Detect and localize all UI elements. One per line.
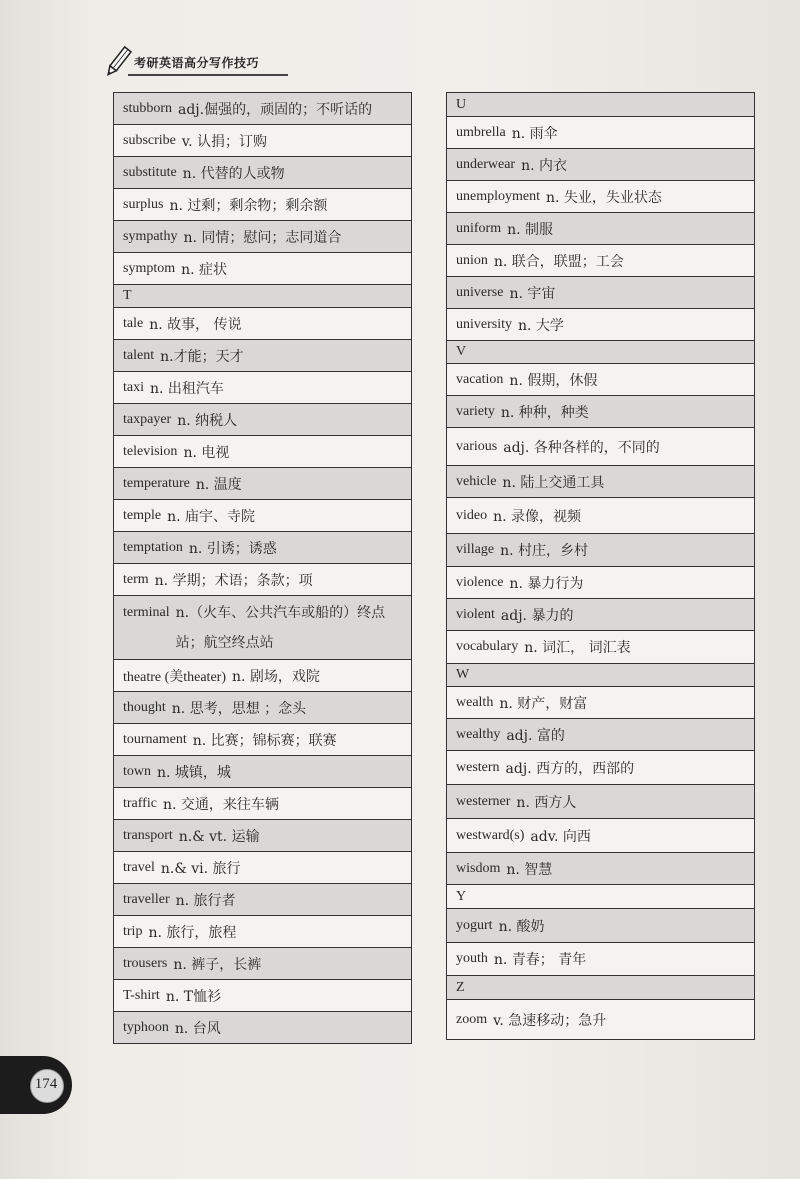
vocab-row (447, 719, 754, 751)
vocab-definition: adv. 向西 (530, 828, 591, 845)
section-letter: U (456, 96, 467, 112)
section-letter-row (114, 285, 411, 308)
vocab-row (447, 853, 754, 885)
vocab-definition: n. 症状 (181, 261, 228, 278)
vocab-word: taxi (123, 379, 144, 395)
vocab-word: traffic (123, 795, 157, 811)
vocab-definition: adj. 富的 (506, 727, 565, 744)
vocab-definition: n. 过剩；剩余物；剩余额 (169, 197, 328, 214)
vocab-word: wisdom (456, 860, 501, 876)
vocab-row (114, 253, 411, 285)
vocab-row (447, 631, 754, 664)
vocab-definition: n.（火车、公共汽车或船的）终点站；航空终点站 (175, 605, 386, 651)
vocab-row (447, 599, 754, 631)
vocab-definition: n. 比赛；锦标赛；联赛 (192, 732, 337, 749)
vocab-word: westward(s) (456, 827, 525, 843)
section-letter-row (447, 93, 754, 117)
vocab-definition: n. 雨伞 (511, 125, 558, 142)
vocab-row (447, 819, 754, 853)
vocab-definition: n. 学期；术语；条款；项 (154, 572, 313, 589)
vocab-word: television (123, 443, 178, 459)
vocab-word: union (456, 252, 488, 268)
vocab-word: yogurt (456, 917, 493, 933)
vocab-word: youth (456, 951, 488, 966)
vocab-word: terminal (123, 605, 170, 620)
book-title: 考研英语高分写作技巧 (134, 56, 260, 70)
vocab-word: trip (123, 923, 143, 939)
vocab-definition: adj. 西方的，西部的 (505, 760, 635, 777)
vocab-word: substitute (123, 164, 177, 180)
vocab-definition: n. 交通，来往车辆 (162, 796, 279, 813)
vocabulary-table-left (113, 92, 412, 1044)
vocab-word: westerner (456, 793, 511, 809)
vocab-definition: n. 裤子，长裤 (173, 956, 262, 973)
vocab-word: violence (456, 574, 504, 590)
vocab-row (447, 943, 754, 976)
section-letter-row (447, 664, 754, 687)
vocab-definition: v. 急速移动；急升 (493, 1012, 607, 1029)
vocab-definition: n. 酸奶 (498, 918, 545, 935)
vocab-row (114, 1012, 411, 1044)
vocab-definition: n.& vi. 旅行 (160, 860, 241, 877)
vocab-definition: n. 大学 (518, 317, 564, 334)
vocab-row (114, 157, 411, 189)
vocab-row (114, 93, 411, 125)
section-letter: W (456, 667, 470, 682)
vocab-row (114, 660, 411, 692)
vocab-definition: n. 词汇， 词汇表 (524, 640, 631, 656)
vocab-row (447, 117, 754, 149)
vocab-row (114, 500, 411, 532)
vocab-row (114, 980, 411, 1012)
vocab-definition: n. 宇宙 (509, 285, 556, 302)
vocab-definition: n. 失业，失业状态 (546, 189, 662, 206)
vocab-word: sympathy (123, 228, 178, 244)
vocab-row (114, 468, 411, 500)
vocab-definition: n. T恤衫 (165, 988, 222, 1005)
vocab-word: theatre (美theater) (123, 669, 226, 685)
page-number: 174 (34, 1076, 58, 1092)
vocab-row (447, 277, 754, 309)
vocab-word: trousers (123, 955, 168, 971)
vocab-definition: n.才能；天才 (160, 348, 244, 365)
vocab-definition: n. 代替的人或物 (182, 165, 285, 182)
vocab-row (447, 785, 754, 819)
section-letter-row (447, 885, 754, 909)
vocab-row (114, 221, 411, 253)
vocab-row (447, 181, 754, 213)
vocab-row (114, 564, 411, 596)
vocab-definition: n. 同情；慰问；志同道合 (183, 229, 342, 246)
section-letter: Z (456, 979, 465, 995)
vocab-row (447, 567, 754, 599)
vocab-row (114, 820, 411, 852)
vocab-row (447, 1000, 754, 1040)
vocab-row (447, 149, 754, 181)
vocab-definition: n. 温度 (195, 476, 242, 493)
vocab-definition: n. 出租汽车 (150, 380, 224, 397)
vocab-word: tale (123, 315, 144, 331)
vocab-definition: n. 村庄，乡村 (500, 543, 589, 559)
vocab-definition: n. 制服 (507, 221, 554, 238)
vocab-word: travel (123, 859, 155, 875)
vocab-word: T-shirt (123, 987, 160, 1003)
vocab-word: thought (123, 699, 166, 715)
vocab-definition: n. 庙宇、寺院 (167, 508, 256, 525)
vocab-word: traveller (123, 891, 170, 907)
vocab-definition: n. 剧场，戏院 (232, 668, 320, 685)
vocab-word: western (456, 759, 500, 775)
section-letter: V (456, 344, 467, 359)
vocab-word: vacation (456, 371, 504, 387)
vocab-word: symptom (123, 260, 176, 276)
vocab-word: various (456, 438, 498, 454)
vocab-row (114, 189, 411, 221)
vocab-row (447, 687, 754, 719)
section-letter-row (447, 976, 754, 1000)
vocab-word: subscribe (123, 132, 176, 148)
vocab-word: zoom (456, 1011, 488, 1027)
vocab-word: term (123, 571, 149, 587)
vocab-definition: n. 台风 (174, 1020, 221, 1037)
vocab-definition: n. 陆上交通工具 (502, 474, 605, 491)
vocab-row (447, 245, 754, 277)
vocab-word: underwear (456, 156, 516, 172)
vocab-word: wealthy (456, 726, 501, 742)
vocab-definition: n. 故事， 传说 (149, 316, 242, 333)
vocab-definition: n. 联合，联盟；工会 (493, 253, 624, 270)
vocab-row (114, 948, 411, 980)
vocab-row (114, 372, 411, 404)
vocab-definition: n. 引诱；诱惑 (188, 540, 277, 557)
vocab-row (447, 909, 754, 943)
vocab-definition: adj.倔强的，顽固的；不听话的 (178, 101, 373, 118)
vocab-definition: n. 旅行，旅程 (148, 924, 237, 941)
vocab-word: temple (123, 507, 162, 523)
vocab-row (114, 596, 411, 660)
vocab-row (114, 436, 411, 468)
vocab-word: university (456, 316, 512, 332)
vocab-row (114, 404, 411, 436)
vocab-word: uniform (456, 220, 502, 236)
vocab-definition: n. 暴力行为 (509, 575, 584, 592)
vocab-definition: n. 西方人 (516, 794, 577, 811)
vocab-row (447, 428, 754, 466)
vocab-row (114, 788, 411, 820)
vocab-word: tournament (123, 731, 187, 747)
vocab-row (447, 396, 754, 428)
running-header (100, 44, 400, 80)
vocab-definition: n. 录像，视频 (493, 508, 582, 525)
vocab-definition: n. 假期，休假 (509, 372, 598, 389)
vocab-definition: n. 思考，思想 ；念头 (171, 700, 307, 717)
vocab-row (114, 308, 411, 340)
vocab-word: video (456, 507, 488, 523)
vocab-word: vocabulary (456, 639, 519, 654)
vocab-row (447, 498, 754, 534)
vocab-row (447, 466, 754, 498)
vocab-word: typhoon (123, 1019, 169, 1035)
vocab-row (114, 125, 411, 157)
vocab-definition: n. 财产，财富 (499, 695, 588, 712)
vocab-definition: n. 纳税人 (177, 412, 238, 429)
vocab-definition: n.& vt. 运输 (178, 828, 260, 845)
vocab-row (447, 364, 754, 396)
vocab-word: vehicle (456, 473, 497, 489)
vocab-definition: n. 内衣 (521, 157, 567, 174)
vocab-row (447, 213, 754, 245)
vocab-word: wealth (456, 694, 494, 710)
vocab-definition: adj. 各种各样的，不同的 (503, 439, 660, 456)
vocab-word: stubborn (123, 100, 172, 116)
vocab-word: temperature (123, 475, 190, 491)
vocab-row (114, 692, 411, 724)
vocab-word: umbrella (456, 124, 506, 140)
vocab-definition: n. 城镇，城 (157, 764, 231, 781)
vocab-definition: n. 种种，种类 (500, 404, 589, 421)
vocab-row (447, 309, 754, 341)
vocab-word: universe (456, 284, 504, 300)
header-rule (128, 74, 288, 76)
vocab-row (114, 532, 411, 564)
vocab-row (114, 724, 411, 756)
vocab-word: talent (123, 347, 155, 363)
vocab-word: town (123, 763, 151, 779)
vocab-definition: n. 电视 (183, 444, 230, 461)
section-letter: T (123, 288, 132, 303)
vocab-row (447, 534, 754, 567)
page-number-badge (0, 1056, 72, 1114)
vocabulary-table-right (446, 92, 755, 1040)
vocab-row (114, 756, 411, 788)
vocab-definition: n. 智慧 (506, 861, 553, 878)
vocab-word: variety (456, 403, 495, 419)
vocab-word: transport (123, 827, 173, 843)
section-letter: Y (456, 888, 467, 904)
vocab-word: surplus (123, 196, 164, 212)
vocab-definition: adj. 暴力的 (500, 607, 574, 624)
vocab-word: unemployment (456, 188, 540, 204)
section-letter-row (447, 341, 754, 364)
vocab-word: village (456, 542, 495, 557)
vocab-definition: n. 青春； 青年 (493, 952, 587, 968)
vocab-row (114, 852, 411, 884)
vocab-definition: n. 旅行者 (175, 892, 236, 909)
vocab-row (114, 340, 411, 372)
vocab-word: violent (456, 606, 495, 622)
vocab-word: temptation (123, 539, 183, 555)
vocab-word: taxpayer (123, 411, 172, 427)
vocab-row (447, 751, 754, 785)
vocab-row (114, 884, 411, 916)
vocab-definition: v. 认捐；订购 (181, 133, 268, 150)
vocab-row (114, 916, 411, 948)
